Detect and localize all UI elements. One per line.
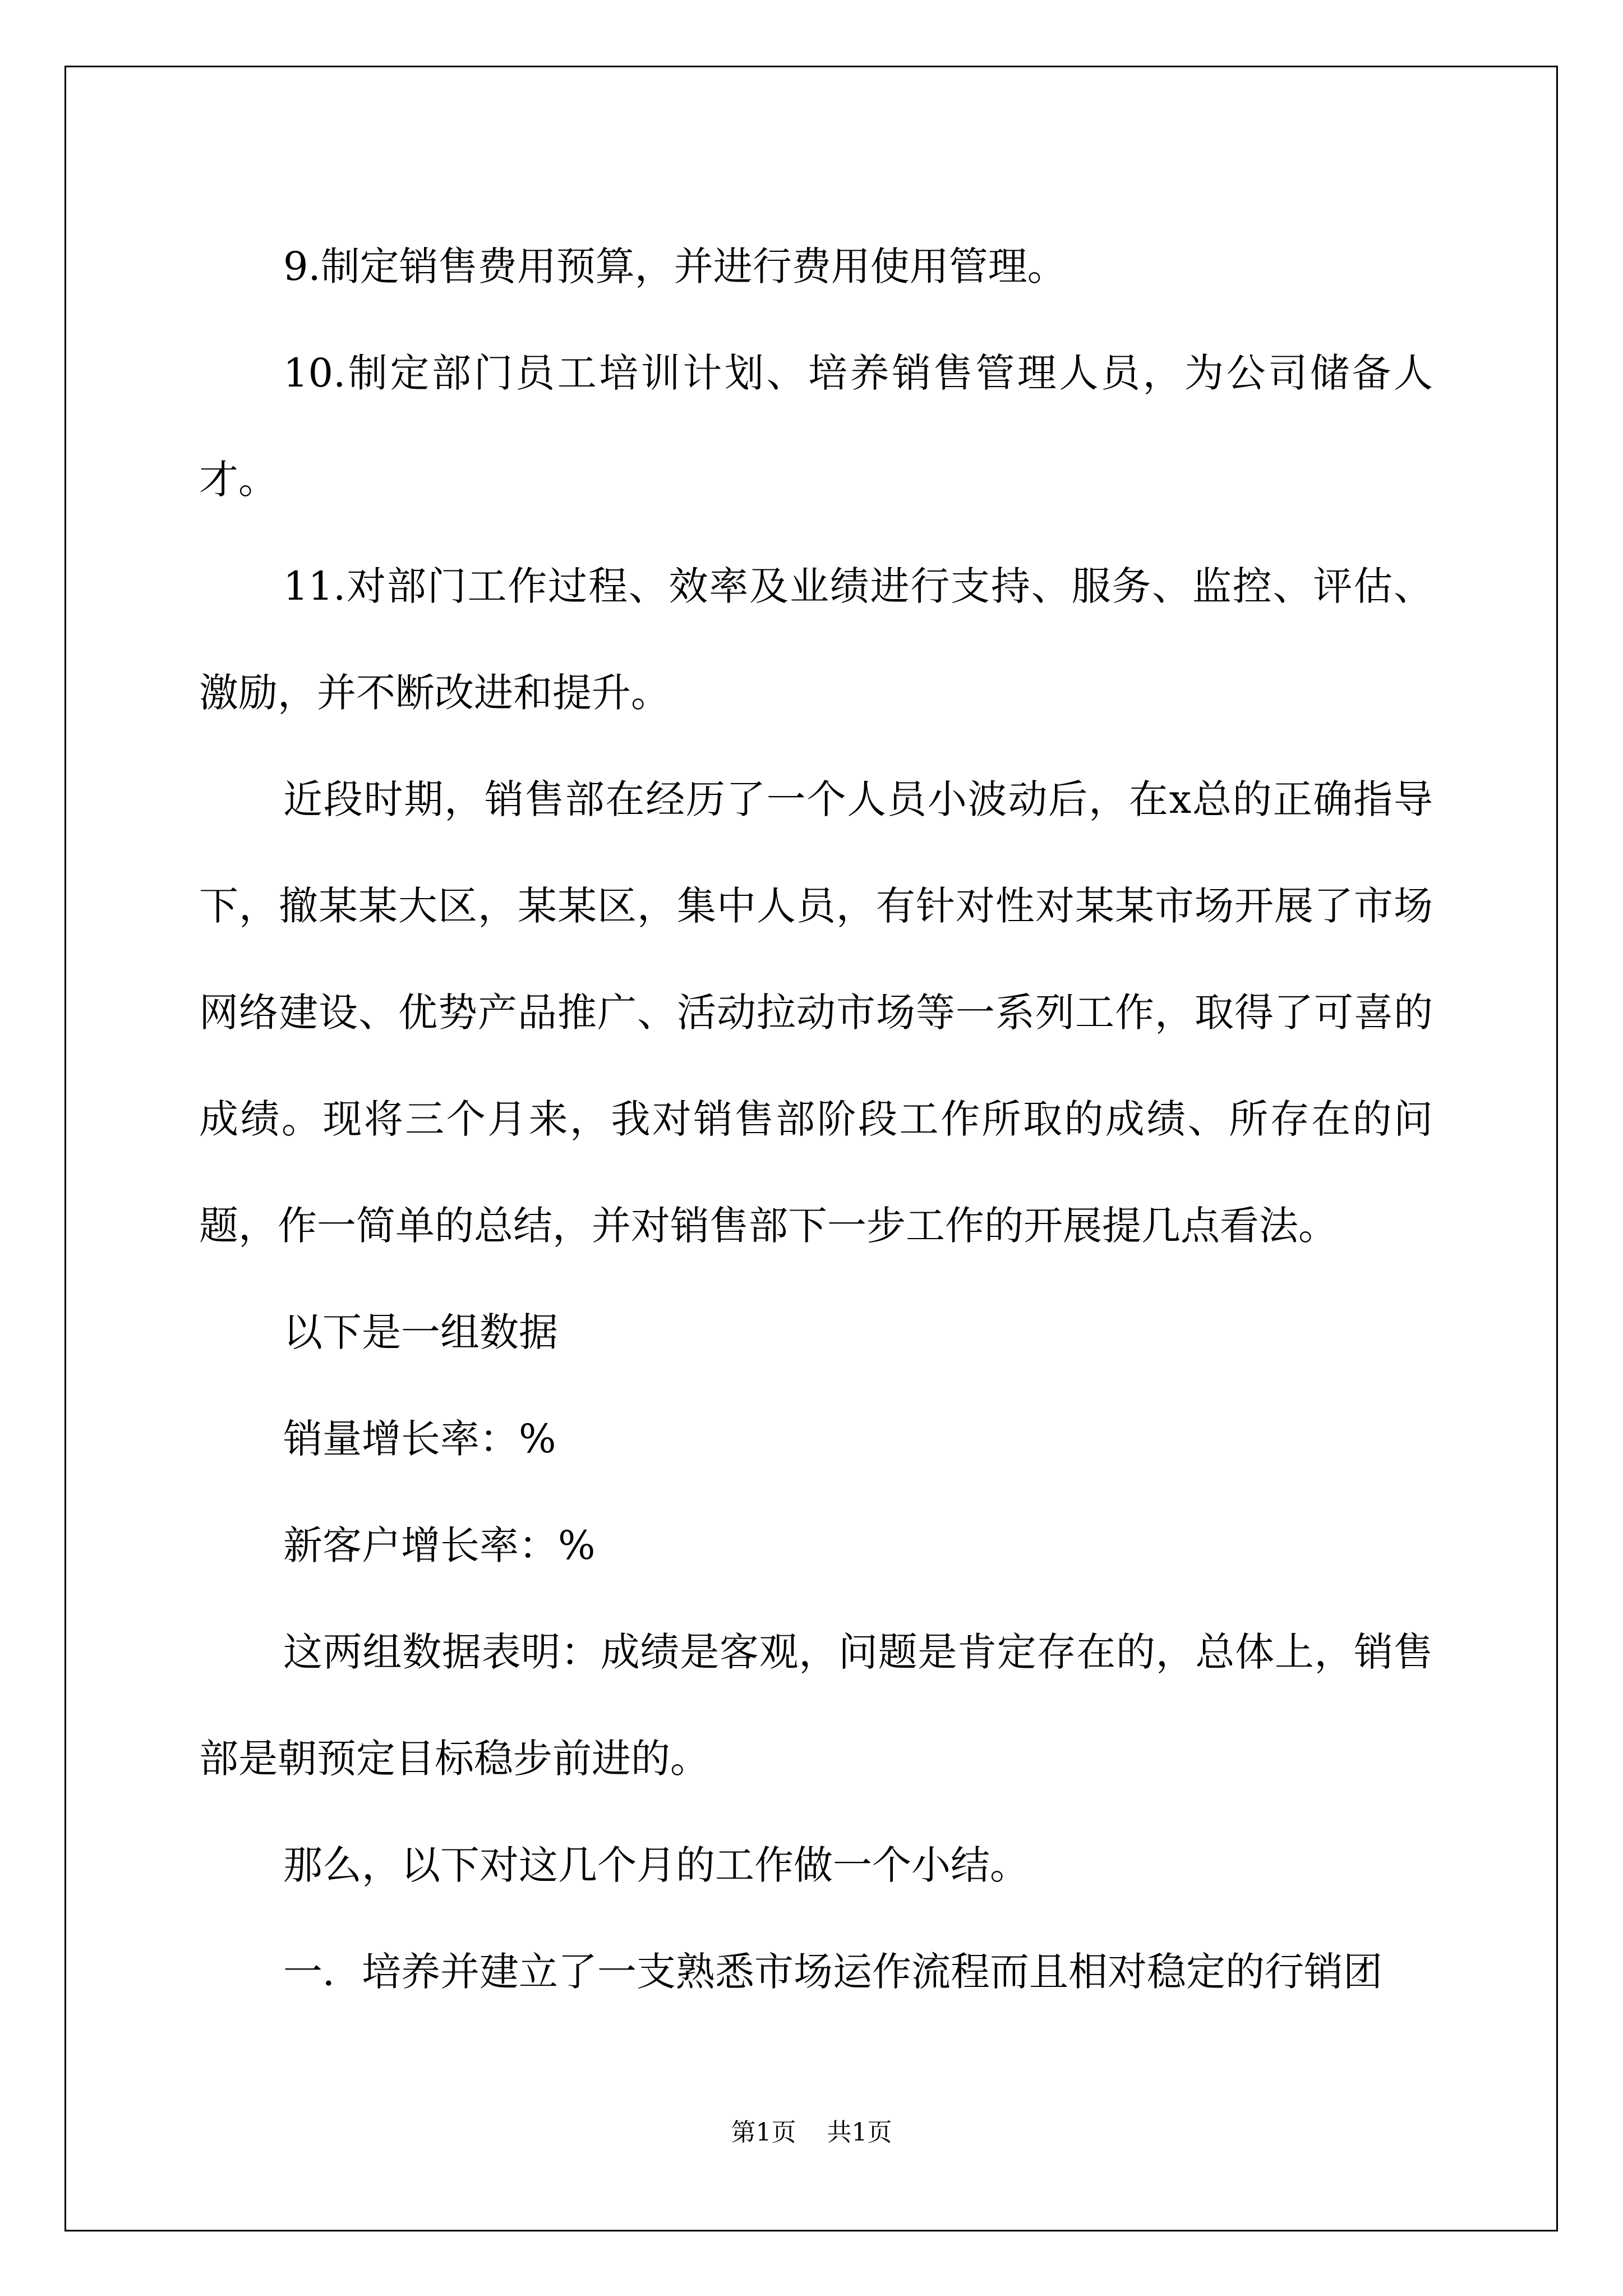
paragraph: 10.制定部门员工培训计划、培养销售管理人员，为公司储备人才。 (199, 350, 1433, 503)
paragraph: 11.对部门工作过程、效率及业绩进行支持、服务、监控、评估、激励，并不断改进和提升。 (199, 563, 1433, 716)
paragraph: 那么，以下对这几个月的工作做一个小结。 (283, 1842, 1029, 1888)
paragraph: 新客户增长率：% (283, 1522, 596, 1568)
paragraph: 近段时期，销售部在经历了一个人员小波动后，在x总的正确指导下，撤某某大区，某某区，集中人员，有针对性对某某市场开展了市场网络建设、优势产品推广、活动拉动市场等一系列工作，取得了可喜的成绩。现将三个月来，我对销售部阶段工作所取的成绩、所存在的问题，作一简单的总结，并对销售部下一步工作的开展提几点看法。 (199, 776, 1433, 1249)
paragraph: 这两组数据表明：成绩是客观，问题是肯定存在的，总体上，销售部是朝预定目标稳步前进的。 (199, 1629, 1433, 1782)
page-number: 第1页 (731, 2118, 796, 2147)
paragraph: 一．培养并建立了一支熟悉市场运作流程而且相对稳定的行销团 (283, 1949, 1382, 1995)
page-footer (0, 2116, 1623, 2150)
paragraph: 销量增长率：% (283, 1416, 556, 1462)
document-body (199, 213, 1433, 2025)
page-total: 共1页 (827, 2118, 892, 2147)
paragraph: 9.制定销售费用预算，并进行费用使用管理。 (283, 243, 1067, 289)
paragraph: 以下是一组数据 (283, 1309, 558, 1355)
